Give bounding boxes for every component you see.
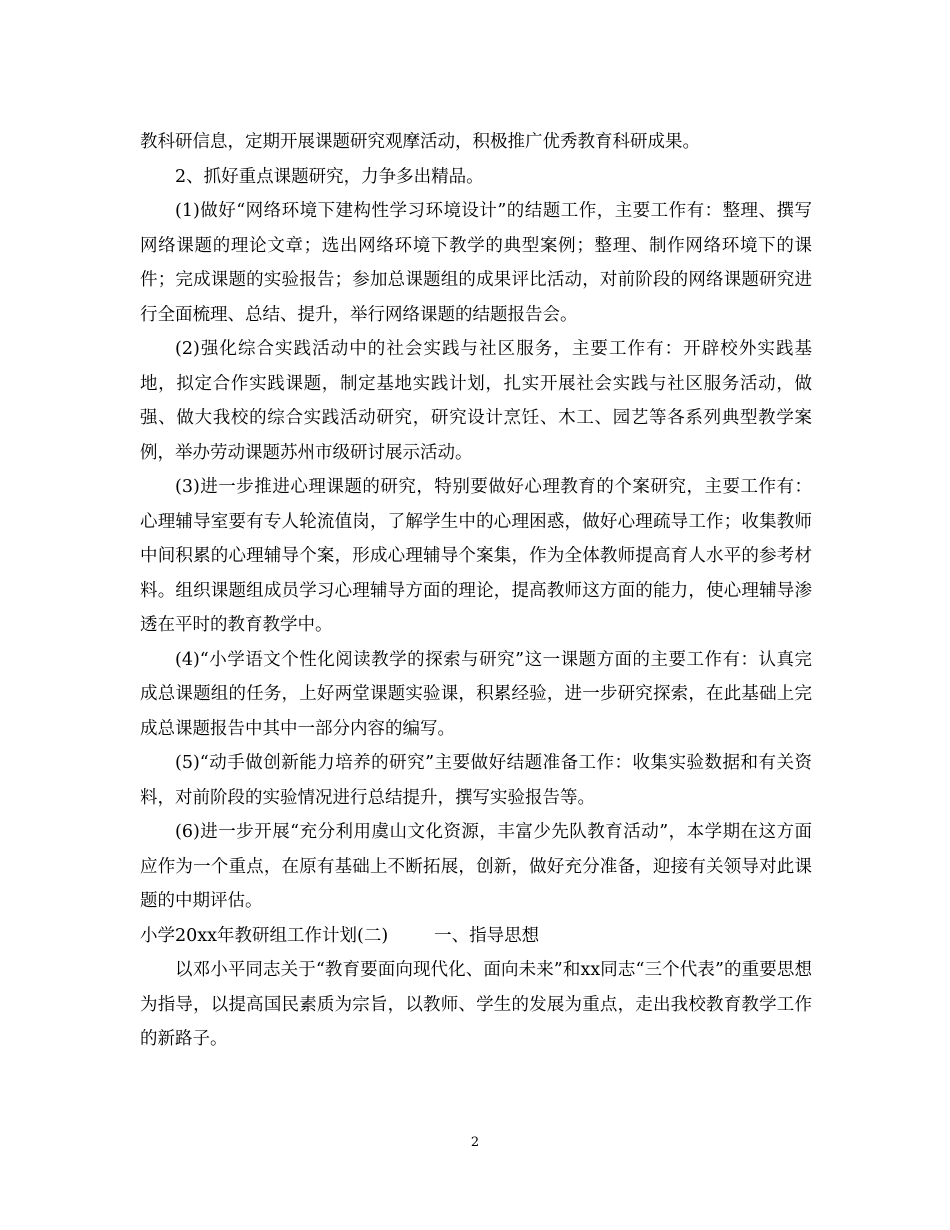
paragraph-continuation: 教科研信息，定期开展课题研究观摩活动，积极推广优秀教育科研成果。 [140,132,700,152]
paragraph-item-6: (6)进一步开展“充分利用虞山文化资源，丰富少先队教育活动”，本学期在这方面应作为一个重点，在原有基础上不断拓展，创新，做好充分准备，迎接有关领导对此课题的中期评估。 [140,822,812,911]
paragraph-item-4: (4)“小学语文个性化阅读教学的探索与研究”这一课题方面的主要工作有：认真完成总课题组的任务，上好两堂课题实验课，积累经验，进一步研究探索，在此基础上完成总课题报告中其中一部分内容的编写。 [140,649,812,739]
paragraph-item-2: (2)强化综合实践活动中的社会实践与社区服务，主要工作有：开辟校外实践基地，拟定合作实践课题，制定基地实践计划，扎实开展社会实践与社区服务活动，做强、做大我校的综合实践活动研究，研究设计烹饪、木工、园艺等各系列典型教学案例，举办劳动课题苏州市级研讨展示活动。 [140,339,812,463]
section-subtitle: 一、指导思想 [434,925,540,946]
paragraph-item-5: (5)“动手做创新能力培养的研究”主要做好结题准备工作：收集实验数据和有关资料，对前阶段的实验情况进行总结提升，撰写实验报告等。 [140,753,812,808]
section-title: 小学20xx年教研组工作计划(二) [140,925,389,946]
paragraph-guiding-thought: 以邓小平同志关于“教育要面向现代化、面向未来”和xx同志“三个代表”的重要思想为指导，以提高国民素质为宗旨，以教师、学生的发展为重点，走出我校教育教学工作的新路子。 [140,960,812,1049]
paragraph-item-3: (3)进一步推进心理课题的研究，特别要做好心理教育的个案研究，主要工作有：心理辅导室要有专人轮流值岗，了解学生中的心理困惑，做好心理疏导工作；收集教师中间积累的心理辅导个案，形成心理辅导个案集，作为全体教师提高育人水平的参考材料。组织课题组成员学习心理辅导方面的理论，提高教师这方面的能力，使心理辅导渗透在平时的教育教学中。 [140,477,812,635]
document-body [140,125,812,1057]
paragraph-item-1: (1)做好“网络环境下建构性学习环境设计”的结题工作，主要工作有：整理、撰写网络课题的理论文章；选出网络环境下教学的典型案例；整理、制作网络环境下的课件；完成课题的实验报告；参加总课题组的成果评比活动，对前阶段的网络课题研究进行全面梳理、总结、提升，举行网络课题的结题报告会。 [140,201,812,325]
page-number: 2 [470,1135,480,1150]
paragraph-key-projects: 2、抓好重点课题研究，力争多出精品。 [175,166,484,187]
section-heading [140,919,812,954]
